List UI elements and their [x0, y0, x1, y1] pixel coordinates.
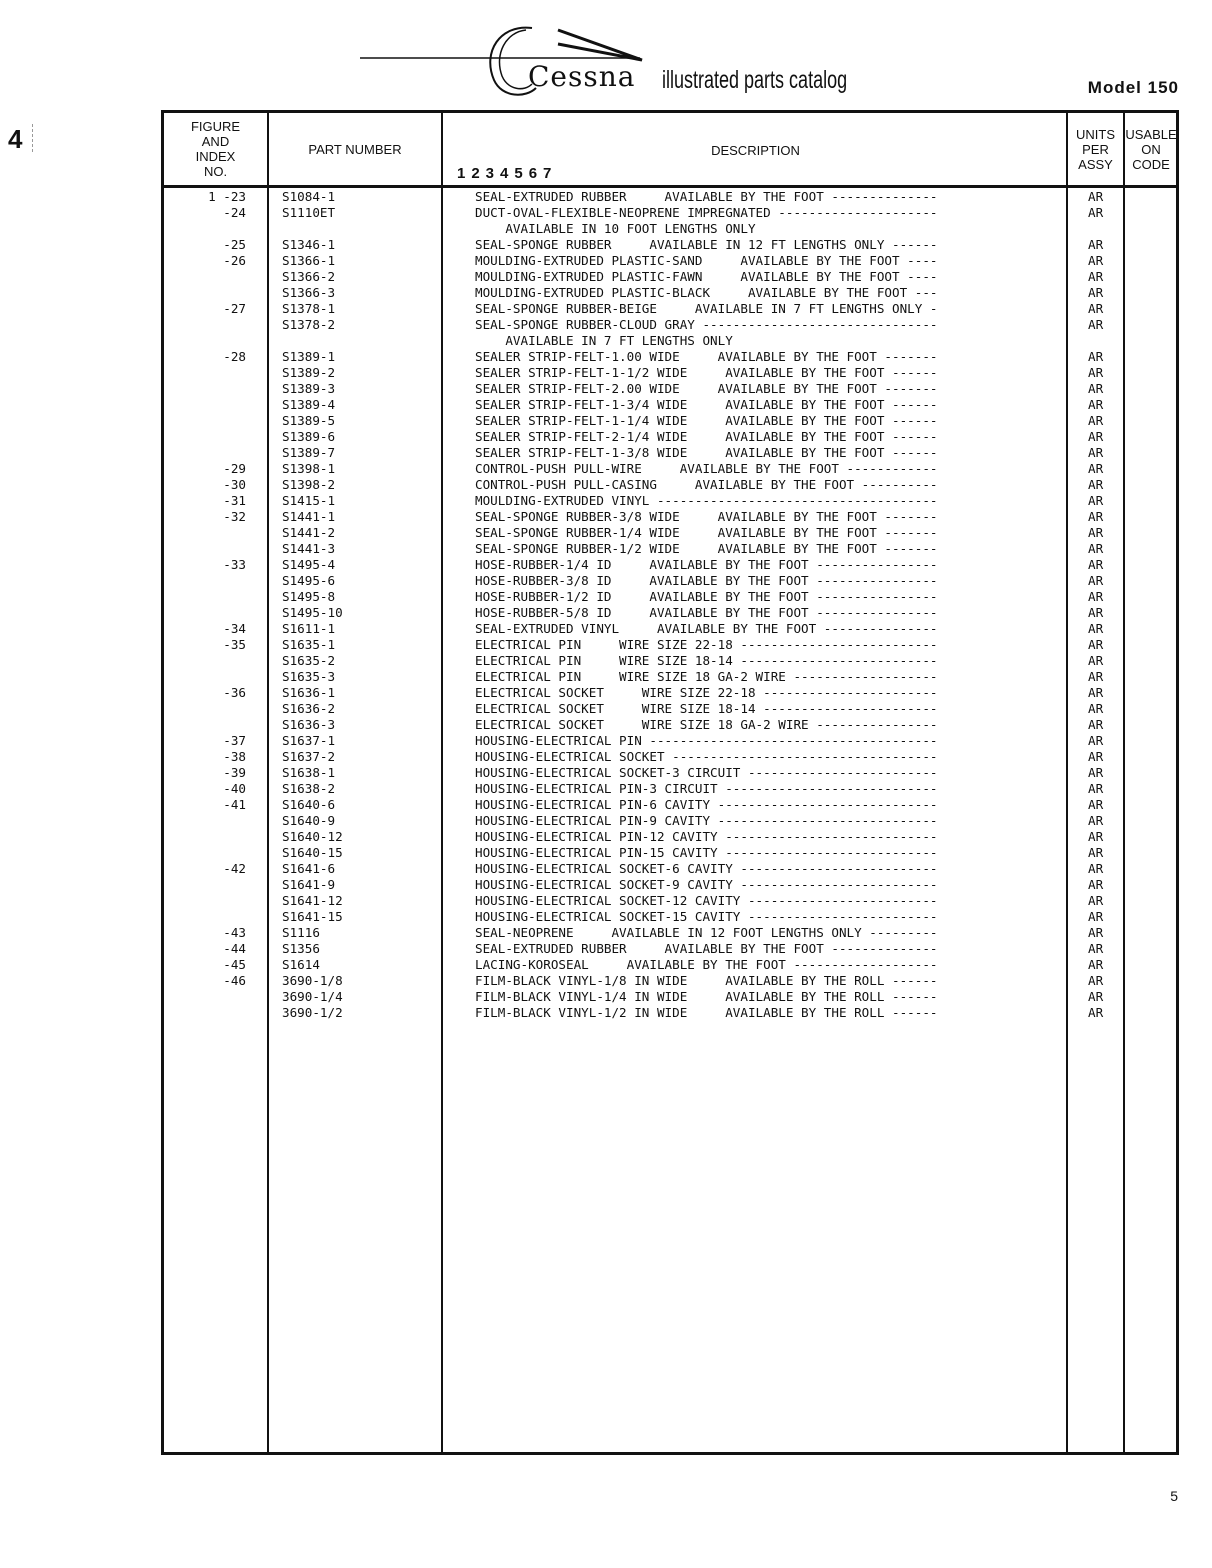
model-label: Model 150 [1087, 78, 1179, 97]
units-per-assy: AR [1088, 637, 1104, 652]
description: SEALER STRIP-FELT-1-3/8 WIDE AVAILABLE BY THE FOOT ------ [475, 445, 938, 460]
part-number: S1638-2 [282, 781, 336, 796]
table-row [164, 973, 1176, 989]
description: HOUSING-ELECTRICAL SOCKET-9 CAVITY -------------------------- [475, 877, 938, 892]
units-per-assy: AR [1088, 781, 1104, 796]
table-row [164, 573, 1176, 589]
index-no: -44 [223, 941, 246, 956]
part-number: S1389-6 [282, 429, 336, 444]
description: SEALER STRIP-FELT-1.00 WIDE AVAILABLE BY THE FOOT ------- [475, 349, 938, 364]
table-row [164, 333, 1176, 349]
table-row [164, 413, 1176, 429]
description: SEAL-SPONGE RUBBER-1/2 WIDE AVAILABLE BY THE FOOT ------- [475, 541, 938, 556]
table-row [164, 909, 1176, 925]
units-per-assy: AR [1088, 749, 1104, 764]
header-units: UNITS PER ASSY [1076, 126, 1115, 172]
units-per-assy: AR [1088, 861, 1104, 876]
units-per-assy: AR [1088, 445, 1104, 460]
table-row [164, 877, 1176, 893]
units-per-assy: AR [1088, 1005, 1104, 1020]
part-number: S1635-3 [282, 669, 336, 684]
part-number: S1641-9 [282, 877, 336, 892]
table-row [164, 397, 1176, 413]
units-per-assy: AR [1088, 621, 1104, 636]
description: SEAL-SPONGE RUBBER-1/4 WIDE AVAILABLE BY THE FOOT ------- [475, 525, 938, 540]
header-description [443, 113, 1068, 185]
section-tab: 4 [8, 124, 23, 154]
part-number: S1635-1 [282, 637, 336, 652]
index-no: -37 [223, 733, 246, 748]
table-row [164, 845, 1176, 861]
table-row [164, 429, 1176, 445]
index-no: -36 [223, 685, 246, 700]
part-number: S1495-6 [282, 573, 336, 588]
description: HOUSING-ELECTRICAL PIN-9 CAVITY ----------------------------- [475, 813, 938, 828]
description: ELECTRICAL PIN WIRE SIZE 18 GA-2 WIRE ------------------- [475, 669, 938, 684]
part-number: S1640-12 [282, 829, 343, 844]
part-number: S1635-2 [282, 653, 336, 668]
units-per-assy: AR [1088, 701, 1104, 716]
part-number: S1366-2 [282, 269, 336, 284]
description: HOUSING-ELECTRICAL SOCKET-12 CAVITY ------------------------- [475, 893, 938, 908]
units-per-assy: AR [1088, 605, 1104, 620]
table-row [164, 685, 1176, 701]
index-no: -40 [223, 781, 246, 796]
part-number: S1378-1 [282, 301, 336, 316]
units-per-assy: AR [1088, 493, 1104, 508]
description: MOULDING-EXTRUDED PLASTIC-SAND AVAILABLE BY THE FOOT ---- [475, 253, 938, 268]
part-number: S1366-3 [282, 285, 336, 300]
units-per-assy: AR [1088, 349, 1104, 364]
index-no: 1 -23 [208, 189, 246, 204]
header-usable: USABLE ON CODE [1125, 126, 1177, 172]
description: SEAL-NEOPRENE AVAILABLE IN 12 FOOT LENGTHS ONLY --------- [475, 925, 938, 940]
units-per-assy: AR [1088, 717, 1104, 732]
part-number: S1389-3 [282, 381, 336, 396]
table-row [164, 253, 1176, 269]
description: HOUSING-ELECTRICAL PIN -------------------------------------- [475, 733, 938, 748]
table-row [164, 493, 1176, 509]
units-per-assy: AR [1088, 989, 1104, 1004]
units-per-assy: AR [1088, 509, 1104, 524]
description: HOUSING-ELECTRICAL PIN-3 CIRCUIT ---------------------------- [475, 781, 938, 796]
table-row [164, 237, 1176, 253]
units-per-assy: AR [1088, 557, 1104, 572]
part-number: S1611-1 [282, 621, 336, 636]
header-description-label: DESCRIPTION [711, 143, 800, 158]
description: LACING-KOROSEAL AVAILABLE BY THE FOOT ------------------- [475, 957, 938, 972]
description: SEAL-EXTRUDED RUBBER AVAILABLE BY THE FOOT -------------- [475, 941, 938, 956]
units-per-assy: AR [1088, 237, 1104, 252]
section-tab-marker [32, 124, 34, 152]
units-per-assy: AR [1088, 653, 1104, 668]
description: SEALER STRIP-FELT-2-1/4 WIDE AVAILABLE BY THE FOOT ------ [475, 429, 938, 444]
table-row [164, 477, 1176, 493]
units-per-assy: AR [1088, 893, 1104, 908]
part-number: S1636-2 [282, 701, 336, 716]
units-per-assy: AR [1088, 797, 1104, 812]
units-per-assy: AR [1088, 413, 1104, 428]
part-number: S1638-1 [282, 765, 336, 780]
part-number: S1441-3 [282, 541, 336, 556]
units-per-assy: AR [1088, 285, 1104, 300]
description: SEALER STRIP-FELT-1-1/4 WIDE AVAILABLE BY THE FOOT ------ [475, 413, 938, 428]
part-number: S1415-1 [282, 493, 336, 508]
units-per-assy: AR [1088, 925, 1104, 940]
units-per-assy: AR [1088, 589, 1104, 604]
description: MOULDING-EXTRUDED PLASTIC-FAWN AVAILABLE BY THE FOOT ---- [475, 269, 938, 284]
description: HOUSING-ELECTRICAL PIN-12 CAVITY ---------------------------- [475, 829, 938, 844]
units-per-assy: AR [1088, 205, 1104, 220]
table-row [164, 813, 1176, 829]
part-number: S1389-7 [282, 445, 336, 460]
units-per-assy: AR [1088, 973, 1104, 988]
index-no: -26 [223, 253, 246, 268]
units-per-assy: AR [1088, 381, 1104, 396]
units-per-assy: AR [1088, 301, 1104, 316]
table-row [164, 621, 1176, 637]
table-row [164, 509, 1176, 525]
description: HOUSING-ELECTRICAL SOCKET-15 CAVITY ------------------------- [475, 909, 938, 924]
part-number: S1389-5 [282, 413, 336, 428]
table-row [164, 989, 1176, 1005]
part-number: S1441-2 [282, 525, 336, 540]
header-indent-levels: 1234567 [457, 165, 558, 182]
table-row [164, 317, 1176, 333]
description: SEAL-SPONGE RUBBER-CLOUD GRAY ------------------------------- [475, 317, 938, 332]
units-per-assy: AR [1088, 813, 1104, 828]
units-per-assy: AR [1088, 269, 1104, 284]
index-no: -29 [223, 461, 246, 476]
table-row [164, 205, 1176, 221]
table-row [164, 669, 1176, 685]
description: MOULDING-EXTRUDED PLASTIC-BLACK AVAILABLE BY THE FOOT --- [475, 285, 938, 300]
description: ELECTRICAL SOCKET WIRE SIZE 18 GA-2 WIRE ---------------- [475, 717, 938, 732]
description: HOUSING-ELECTRICAL PIN-15 CAVITY ---------------------------- [475, 845, 938, 860]
description: HOSE-RUBBER-1/4 ID AVAILABLE BY THE FOOT ---------------- [475, 557, 938, 572]
table-row [164, 349, 1176, 365]
part-number: S1636-1 [282, 685, 336, 700]
part-number: 3690-1/8 [282, 973, 343, 988]
index-no: -45 [223, 957, 246, 972]
part-number: 3690-1/4 [282, 989, 343, 1004]
units-per-assy: AR [1088, 765, 1104, 780]
table-row [164, 957, 1176, 973]
table-row [164, 269, 1176, 285]
units-per-assy: AR [1088, 525, 1104, 540]
table-row [164, 701, 1176, 717]
units-per-assy: AR [1088, 829, 1104, 844]
part-number: S1084-1 [282, 189, 336, 204]
index-no: -28 [223, 349, 246, 364]
description: CONTROL-PUSH PULL-WIRE AVAILABLE BY THE FOOT ------------ [475, 461, 938, 476]
part-number: S1110ET [282, 205, 336, 220]
page-number: 5 [1170, 1488, 1178, 1504]
description: HOSE-RUBBER-3/8 ID AVAILABLE BY THE FOOT ---------------- [475, 573, 938, 588]
part-number: S1495-4 [282, 557, 336, 572]
description: AVAILABLE IN 10 FOOT LENGTHS ONLY [475, 221, 756, 236]
description: HOUSING-ELECTRICAL PIN-6 CAVITY ----------------------------- [475, 797, 938, 812]
table-row [164, 765, 1176, 781]
table-row [164, 861, 1176, 877]
index-no: -27 [223, 301, 246, 316]
table-row [164, 653, 1176, 669]
part-number: S1614 [282, 957, 320, 972]
index-no: -43 [223, 925, 246, 940]
description: SEALER STRIP-FELT-1-1/2 WIDE AVAILABLE BY THE FOOT ------ [475, 365, 938, 380]
units-per-assy: AR [1088, 189, 1104, 204]
index-no: -33 [223, 557, 246, 572]
table-row [164, 637, 1176, 653]
table-row [164, 189, 1176, 205]
parts-table [161, 110, 1179, 1455]
units-per-assy: AR [1088, 541, 1104, 556]
part-number: S1640-15 [282, 845, 343, 860]
part-number: S1641-15 [282, 909, 343, 924]
description: SEAL-SPONGE RUBBER AVAILABLE IN 12 FT LENGTHS ONLY ------ [475, 237, 938, 252]
units-per-assy: AR [1088, 669, 1104, 684]
description: ELECTRICAL SOCKET WIRE SIZE 18-14 ----------------------- [475, 701, 938, 716]
units-per-assy: AR [1088, 317, 1104, 332]
table-body [164, 189, 1176, 1021]
table-row [164, 589, 1176, 605]
table-row [164, 605, 1176, 621]
description: ELECTRICAL PIN WIRE SIZE 18-14 -------------------------- [475, 653, 938, 668]
table-row [164, 381, 1176, 397]
part-number: S1116 [282, 925, 320, 940]
part-number: S1495-8 [282, 589, 336, 604]
part-number: S1441-1 [282, 509, 336, 524]
part-number: S1398-2 [282, 477, 336, 492]
table-row [164, 797, 1176, 813]
logo-wordmark: Cessna [528, 60, 636, 93]
part-number: S1378-2 [282, 317, 336, 332]
part-number: S1637-2 [282, 749, 336, 764]
units-per-assy: AR [1088, 397, 1104, 412]
table-row [164, 445, 1176, 461]
units-per-assy: AR [1088, 941, 1104, 956]
description: HOUSING-ELECTRICAL SOCKET-3 CIRCUIT ------------------------- [475, 765, 938, 780]
part-number: S1398-1 [282, 461, 336, 476]
description: CONTROL-PUSH PULL-CASING AVAILABLE BY THE FOOT ---------- [475, 477, 938, 492]
description: HOSE-RUBBER-1/2 ID AVAILABLE BY THE FOOT ---------------- [475, 589, 938, 604]
description: ELECTRICAL SOCKET WIRE SIZE 22-18 ----------------------- [475, 685, 938, 700]
index-no: -42 [223, 861, 246, 876]
table-row [164, 285, 1176, 301]
table-row [164, 733, 1176, 749]
units-per-assy: AR [1088, 253, 1104, 268]
part-number: S1636-3 [282, 717, 336, 732]
part-number: S1346-1 [282, 237, 336, 252]
index-no: -39 [223, 765, 246, 780]
part-number: S1356 [282, 941, 320, 956]
description: HOSE-RUBBER-5/8 ID AVAILABLE BY THE FOOT ---------------- [475, 605, 938, 620]
table-row [164, 893, 1176, 909]
description: SEALER STRIP-FELT-2.00 WIDE AVAILABLE BY THE FOOT ------- [475, 381, 938, 396]
units-per-assy: AR [1088, 573, 1104, 588]
description: MOULDING-EXTRUDED VINYL ------------------------------------- [475, 493, 938, 508]
description: FILM-BLACK VINYL-1/8 IN WIDE AVAILABLE BY THE ROLL ------ [475, 973, 938, 988]
part-number: 3690-1/2 [282, 1005, 343, 1020]
description: HOUSING-ELECTRICAL SOCKET-6 CAVITY -------------------------- [475, 861, 938, 876]
units-per-assy: AR [1088, 461, 1104, 476]
index-no: -24 [223, 205, 246, 220]
table-row [164, 1005, 1176, 1021]
description: SEAL-SPONGE RUBBER-3/8 WIDE AVAILABLE BY THE FOOT ------- [475, 509, 938, 524]
part-number: S1637-1 [282, 733, 336, 748]
description: ELECTRICAL PIN WIRE SIZE 22-18 -------------------------- [475, 637, 938, 652]
part-number: S1641-12 [282, 893, 343, 908]
header-figure: FIGURE AND INDEX NO. [190, 119, 241, 179]
catalog-title: illustrated parts catalog [662, 66, 848, 94]
index-no: -46 [223, 973, 246, 988]
part-number: S1389-4 [282, 397, 336, 412]
table-row [164, 525, 1176, 541]
index-no: -32 [223, 509, 246, 524]
table-row [164, 365, 1176, 381]
description: FILM-BLACK VINYL-1/4 IN WIDE AVAILABLE BY THE ROLL ------ [475, 989, 938, 1004]
part-number: S1640-6 [282, 797, 336, 812]
index-no: -34 [223, 621, 246, 636]
units-per-assy: AR [1088, 365, 1104, 380]
units-per-assy: AR [1088, 877, 1104, 892]
description: AVAILABLE IN 7 FT LENGTHS ONLY [475, 333, 733, 348]
header-part-number: PART NUMBER [308, 141, 402, 157]
units-per-assy: AR [1088, 909, 1104, 924]
table-row [164, 717, 1176, 733]
table-row [164, 301, 1176, 317]
units-per-assy: AR [1088, 845, 1104, 860]
table-row [164, 749, 1176, 765]
table-row [164, 925, 1176, 941]
part-number: S1495-10 [282, 605, 343, 620]
description: DUCT-OVAL-FLEXIBLE-NEOPRENE IMPREGNATED --------------------- [475, 205, 938, 220]
index-no: -31 [223, 493, 246, 508]
index-no: -25 [223, 237, 246, 252]
table-row [164, 557, 1176, 573]
header-divider [164, 185, 1176, 188]
table-row [164, 781, 1176, 797]
part-number: S1640-9 [282, 813, 336, 828]
part-number: S1389-1 [282, 349, 336, 364]
units-per-assy: AR [1088, 733, 1104, 748]
description: SEAL-EXTRUDED RUBBER AVAILABLE BY THE FOOT -------------- [475, 189, 938, 204]
table-row [164, 221, 1176, 237]
part-number: S1389-2 [282, 365, 336, 380]
units-per-assy: AR [1088, 429, 1104, 444]
index-no: -35 [223, 637, 246, 652]
index-no: -38 [223, 749, 246, 764]
description: HOUSING-ELECTRICAL SOCKET ----------------------------------- [475, 749, 938, 764]
index-no: -30 [223, 477, 246, 492]
table-row [164, 541, 1176, 557]
description: SEALER STRIP-FELT-1-3/4 WIDE AVAILABLE BY THE FOOT ------ [475, 397, 938, 412]
part-number: S1641-6 [282, 861, 336, 876]
table-row [164, 461, 1176, 477]
units-per-assy: AR [1088, 685, 1104, 700]
description: FILM-BLACK VINYL-1/2 IN WIDE AVAILABLE BY THE ROLL ------ [475, 1005, 938, 1020]
table-row [164, 941, 1176, 957]
index-no: -41 [223, 797, 246, 812]
part-number: S1366-1 [282, 253, 336, 268]
table-row [164, 829, 1176, 845]
units-per-assy: AR [1088, 477, 1104, 492]
description: SEAL-EXTRUDED VINYL AVAILABLE BY THE FOOT --------------- [475, 621, 938, 636]
description: SEAL-SPONGE RUBBER-BEIGE AVAILABLE IN 7 FT LENGTHS ONLY - [475, 301, 938, 316]
units-per-assy: AR [1088, 957, 1104, 972]
